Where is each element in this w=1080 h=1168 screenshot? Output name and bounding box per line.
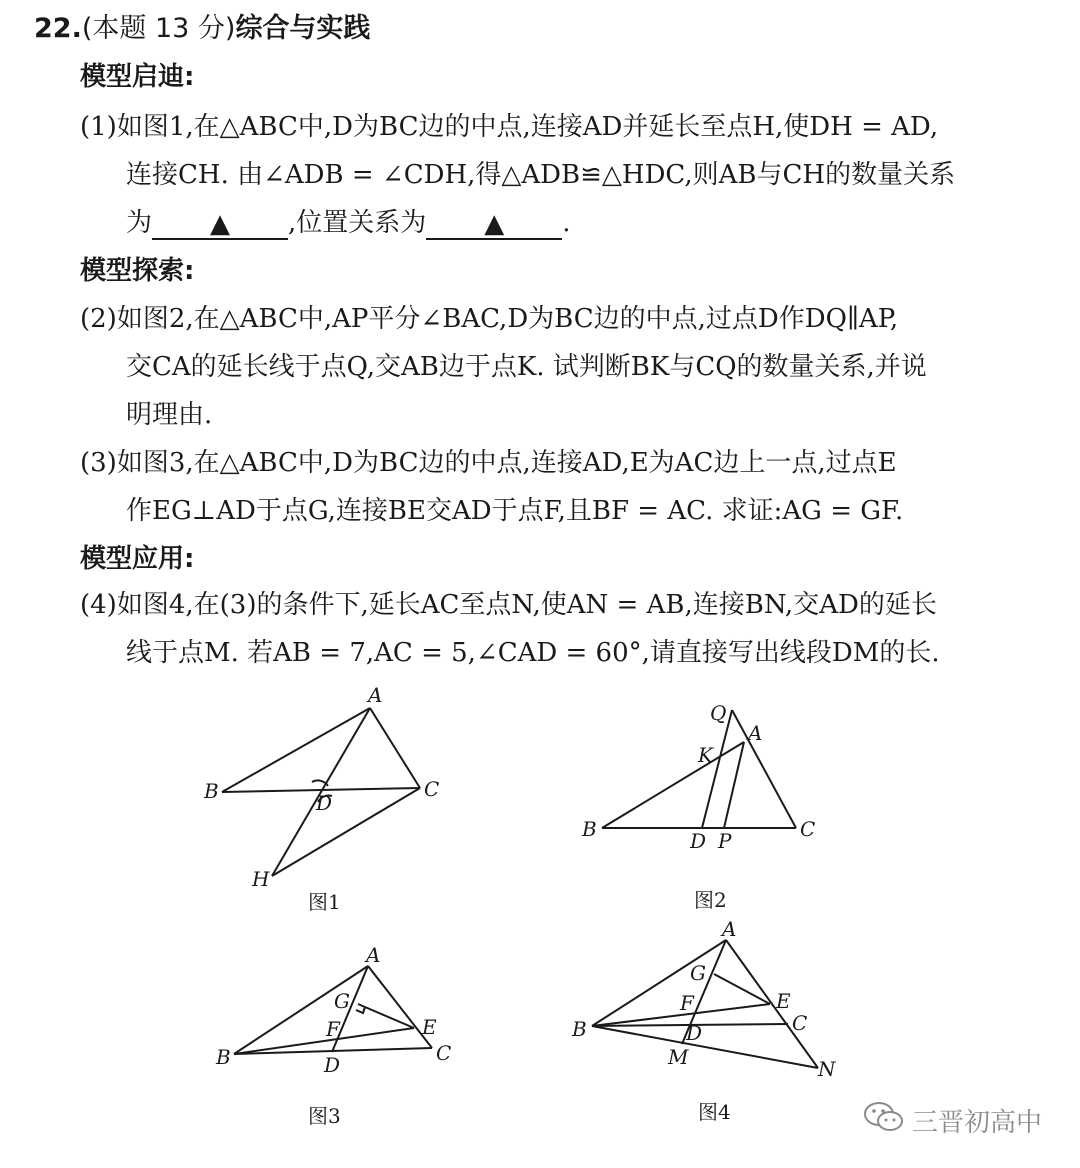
section-heading-1: 模型启迪: xyxy=(80,62,195,92)
figure-3-caption: 图3 xyxy=(308,1104,341,1128)
fig1-label-b: B xyxy=(204,779,219,803)
fig3-label-c: C xyxy=(436,1041,452,1065)
q3-line1: (3)如图3,在△ABC中,D为BC边的中点,连接AD,E为AC边上一点,过点E xyxy=(80,448,897,478)
fig2-label-p: P xyxy=(718,829,732,853)
problem-header xyxy=(34,12,370,46)
section-heading-2: 模型探索: xyxy=(80,256,195,286)
figure-2-caption: 图2 xyxy=(694,888,727,912)
fig4-label-e: E xyxy=(776,989,791,1013)
fig3-right-angle-mark xyxy=(356,1007,365,1013)
problem-title: 综合与实践 xyxy=(235,13,371,44)
fig2-label-b: B xyxy=(582,817,597,841)
fig4-label-m: M xyxy=(668,1045,689,1069)
watermark xyxy=(862,1100,1042,1141)
q1-line2: 连接CH. 由∠ADB = ∠CDH,得△ADB≌△HDC,则AB与CH的数量关系 xyxy=(126,160,956,190)
fig3-label-a: A xyxy=(366,944,381,967)
figure-1-caption: 图1 xyxy=(308,890,341,914)
fig2-segment-qc xyxy=(732,710,796,828)
q1-line3-c: . xyxy=(562,208,571,238)
fig1-label-a: A xyxy=(368,683,383,707)
fig2-label-k: K xyxy=(698,743,713,767)
answer-blank-quantity[interactable]: ▲ xyxy=(152,208,288,240)
q1-line3-a: 为 xyxy=(126,208,153,238)
figure-1-diagram xyxy=(190,680,460,900)
fig4-label-b: B xyxy=(572,1017,587,1041)
fig1-label-h: H xyxy=(252,867,270,891)
problem-number: 22. xyxy=(34,13,82,44)
q2-line2: 交CA的延长线于点Q,交AB边于点K. 试判断BK与CQ的数量关系,并说 xyxy=(126,352,927,382)
figure-1 xyxy=(190,680,460,900)
figure-2 xyxy=(580,694,840,864)
problem-score: (本题 13 分) xyxy=(81,13,236,44)
fig3-segment-eg xyxy=(358,1004,414,1028)
q2-line3: 明理由. xyxy=(126,400,213,430)
fig3-label-b: B xyxy=(216,1045,231,1069)
fig3-label-g: G xyxy=(334,989,350,1013)
fig3-label-d: D xyxy=(324,1053,341,1077)
answer-blank-position[interactable]: ▲ xyxy=(426,208,562,240)
fig2-segment-ap xyxy=(724,742,744,828)
fig2-label-c: C xyxy=(800,817,816,841)
q4-line1: (4)如图4,在(3)的条件下,延长AC至点N,使AN = AB,连接BN,交AD的延长 xyxy=(80,590,937,620)
fig4-label-f: F xyxy=(680,991,694,1015)
watermark-text: 三晋初高中 xyxy=(912,1108,1043,1138)
fig2-label-d: D xyxy=(690,829,707,853)
fig4-segment-bn xyxy=(592,1026,818,1068)
q1-line3 xyxy=(126,206,571,240)
fig4-label-d: D xyxy=(686,1021,703,1045)
fig4-label-g: G xyxy=(690,961,706,985)
section-heading-3: 模型应用: xyxy=(80,544,195,574)
fig2-label-a: A xyxy=(748,721,763,745)
fig1-segment-ab xyxy=(222,708,370,792)
figure-4 xyxy=(566,918,856,1088)
fig1-segment-ac xyxy=(370,708,420,788)
figure-3-diagram xyxy=(210,944,470,1084)
fig1-segment-ch xyxy=(272,788,420,876)
figure-4-diagram xyxy=(566,918,856,1088)
fig3-label-e: E xyxy=(422,1015,437,1039)
figure-3 xyxy=(210,944,470,1084)
fig1-label-c: C xyxy=(424,777,440,801)
q3-line2: 作EG⊥AD于点G,连接BE交AD于点F,且BF = AC. 求证:AG = GF. xyxy=(126,496,904,526)
fig3-label-f: F xyxy=(326,1017,340,1041)
fig4-label-n: N xyxy=(818,1057,836,1081)
fig1-label-d: D xyxy=(316,791,333,815)
q4-line2: 线于点M. 若AB = 7,AC = 5,∠CAD = 60°,请直接写出线段DM的长. xyxy=(126,638,940,668)
figure-2-diagram xyxy=(580,694,840,864)
fig4-label-a: A xyxy=(722,918,737,941)
q1-line1: (1)如图1,在△ABC中,D为BC边的中点,连接AD并延长至点H,使DH = AD, xyxy=(80,112,939,142)
fig4-label-c: C xyxy=(792,1011,808,1035)
wechat-icon xyxy=(862,1100,906,1141)
fig2-segment-ba xyxy=(602,742,744,828)
q2-line1: (2)如图2,在△ABC中,AP平分∠BAC,D为BC边的中点,过点D作DQ∥AP, xyxy=(80,304,899,334)
fig2-label-q: Q xyxy=(710,701,727,725)
figure-4-caption: 图4 xyxy=(698,1100,731,1124)
q1-line3-b: ,位置关系为 xyxy=(288,208,427,238)
fig4-segment-an xyxy=(726,940,818,1068)
